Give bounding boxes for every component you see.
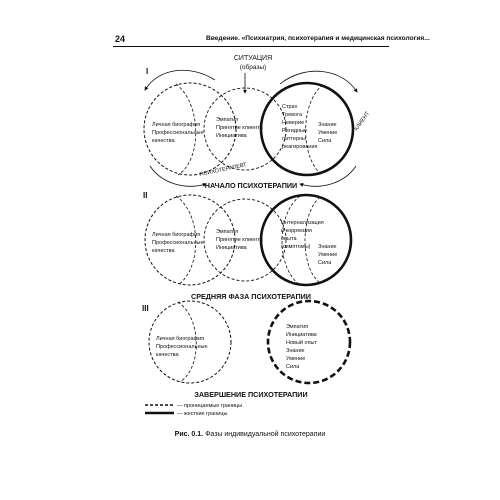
phase-1-client-label: КЛИЕНТ [353, 110, 372, 133]
phase-3-client-text: Эмпатия Инициатива Новый опыт Знание Умение Сила [286, 324, 318, 370]
legend-rigid-text: — жесткие границы [177, 411, 228, 417]
phase-1-client-inner-text: Страх Тревога Неверие Ригидные паттерны реагирования [282, 104, 318, 150]
phase-3-therapist-text: Личная биография Профессиональные качества [156, 336, 208, 358]
phase-1-title: НАЧАЛО ПСИХОТЕРАПИИ [204, 181, 298, 190]
phase-2-client-inner-text: Интернализация и коррекция опыта (симптомы) [281, 220, 324, 250]
phase-1-client-text: Знание Умение Сила [318, 122, 338, 144]
phase-2-title: СРЕДНЯЯ ФАЗА ПСИХОТЕРАПИИ [191, 292, 311, 301]
phase-1-therapist-label: ПСИХОТЕРАПЕВТ [199, 162, 248, 178]
phase-1-therapist-text: Личная биография Профессиональные качества [152, 122, 204, 144]
situation-label: СИТУАЦИЯ [233, 55, 273, 62]
page-number: 24 [115, 34, 126, 44]
phase-1-therapist-arrow-bottom [150, 166, 206, 186]
phase-2-client-circle [261, 195, 351, 285]
phase-2-therapist-text: Личная биография Профессиональные качества [152, 232, 204, 254]
phase-3-title: ЗАВЕРШЕНИЕ ПСИХОТЕРАПИИ [194, 390, 308, 399]
situation-sublabel: (образы) [239, 64, 267, 71]
phase-1 [144, 67, 371, 190]
phase-3-therapist-inner-arc [178, 302, 196, 382]
phase-2-client-text: Знание Умение Сила [318, 244, 338, 266]
figure-caption-label: Рис. 0.1. [174, 431, 204, 438]
legend [145, 403, 242, 417]
running-title: Введение. «Психиатрия, психотерапия и медицинская психология... [206, 35, 430, 42]
phase-2 [143, 191, 351, 301]
phase-2-roman: II [143, 191, 148, 200]
legend-permeable-text: — проницаемые границы [177, 403, 243, 409]
phase-1-therapist-arrow-top [145, 70, 215, 90]
phase-3-roman: III [142, 304, 149, 313]
phase-1-overlap-text: Эмпатия Принятие клиента Инициатива [216, 117, 263, 139]
figure-caption [0, 431, 500, 438]
phase-2-overlap-text: Эмпатия Принятие клиента Инициатива [216, 229, 263, 251]
phase-3 [142, 301, 350, 399]
phase-2-client-second-arc [305, 197, 320, 283]
phase-1-roman: I [146, 67, 149, 76]
figure-caption-text: Фазы индивидуальной психотерапии [205, 431, 326, 438]
